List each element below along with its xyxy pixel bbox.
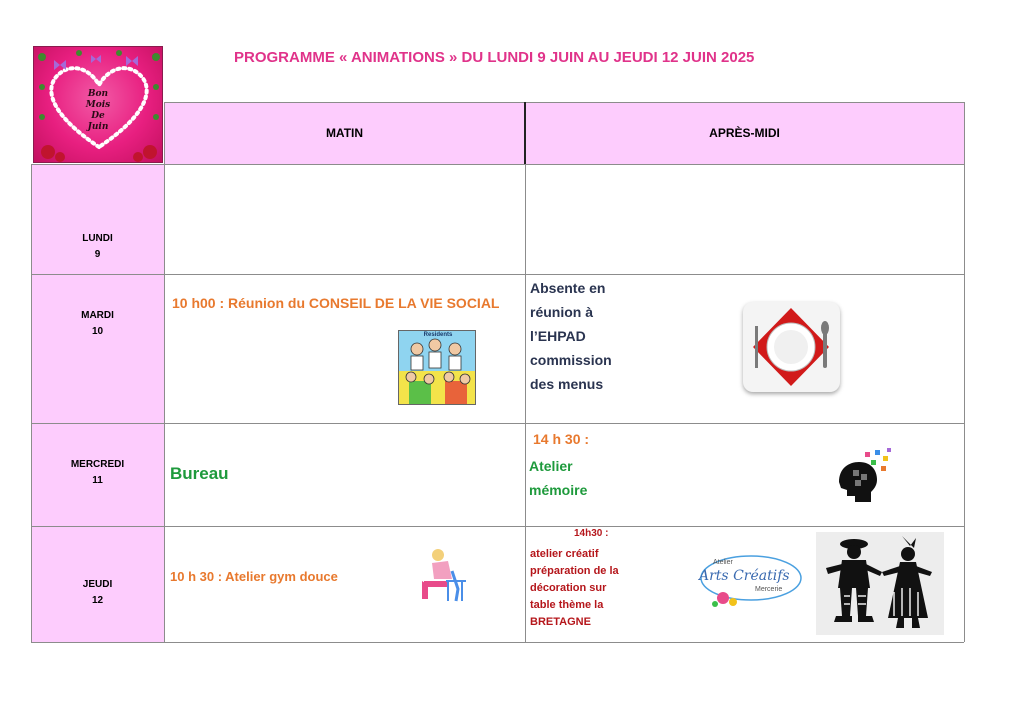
day-number: 9: [94, 249, 101, 260]
text-line: réunion à: [530, 304, 594, 320]
plate-cutlery-svg: [743, 302, 840, 392]
text-line: décoration sur: [530, 582, 607, 594]
page-title: PROGRAMME « ANIMATIONS » DU LUNDI 9 JUIN AU JEUDI 12 JUIN 2025: [234, 49, 755, 66]
grid-line: [31, 164, 964, 165]
logo-line-2: Mois: [85, 100, 111, 110]
text-line: commission: [530, 352, 612, 368]
thursday-morning-text: 10 h 30 : Atelier gym douce: [170, 569, 338, 584]
brain-puzzle-icon: [833, 446, 893, 506]
brain-puzzle-svg: [833, 446, 893, 506]
text-line: atelier créatif: [530, 548, 599, 560]
text-line: Atelier: [529, 458, 573, 474]
badge-top-text: Atelier: [713, 559, 733, 566]
wednesday-morning-text: Bureau: [170, 464, 229, 483]
day-label-thursday: [31, 577, 164, 609]
arts-creatifs-logo: [693, 548, 805, 612]
text-line: mémoire: [529, 482, 588, 498]
header-afternoon: [525, 102, 964, 164]
grid-line: [31, 526, 964, 527]
people-group-icon: [399, 331, 476, 405]
text-line: l’EHPAD: [530, 328, 586, 344]
header-morning-label: MATIN: [325, 126, 364, 140]
wednesday-afternoon-activity: [529, 454, 587, 502]
grid-line: [31, 164, 32, 642]
header-afternoon-label: APRÈS-MIDI: [709, 126, 780, 140]
thursday-afternoon-text: [530, 546, 619, 631]
tuesday-morning-text: 10 h00 : Réunion du CONSEIL DE LA VIE SOCIAL: [172, 295, 500, 311]
day-name: JEUDI: [82, 579, 113, 590]
grid-line: [525, 164, 526, 642]
day-label-monday: [31, 231, 164, 263]
text-line: BRETAGNE: [530, 616, 591, 628]
badge-bottom-text: Mercerie: [755, 586, 783, 593]
grid-line: [524, 102, 526, 164]
grid-line: [964, 102, 965, 642]
grid-line: [164, 102, 165, 642]
day-number: 12: [91, 595, 104, 606]
bon-mois-de-juin-logo: [33, 46, 163, 163]
thursday-afternoon-time: 14h30 :: [574, 528, 609, 539]
text-line: Absente en: [530, 280, 606, 296]
council-illustration: [398, 330, 476, 405]
text-line: des menus: [530, 376, 604, 392]
text-line: table thème la: [530, 599, 604, 611]
logo-line-3: De: [91, 111, 105, 121]
logo-line-1: Bon: [87, 89, 109, 99]
tuesday-afternoon-text: [530, 276, 612, 396]
day-number: 11: [92, 475, 103, 486]
day-name: MARDI: [81, 310, 114, 321]
plate-icon: [743, 302, 840, 392]
council-image-label: Residents: [423, 332, 453, 338]
breton-dancers-svg: [816, 532, 944, 635]
day-name: LUNDI: [82, 233, 113, 244]
header-morning: [164, 102, 525, 164]
grid-line: [164, 102, 964, 103]
grid-line: [31, 642, 964, 643]
day-number: 10: [91, 326, 104, 337]
breton-dancers-icon: [816, 532, 944, 635]
day-label-wednesday: [31, 457, 164, 489]
badge-main-text: Arts Créatifs: [699, 568, 790, 584]
gym-exercise-svg: [418, 545, 472, 603]
grid-line: [31, 423, 964, 424]
day-label-tuesday: [31, 308, 164, 340]
logo-line-4: Juin: [87, 122, 109, 132]
wednesday-afternoon-time: 14 h 30 :: [533, 431, 590, 447]
grid-line: [31, 274, 964, 275]
day-name: MERCREDI: [70, 459, 125, 470]
gym-exercise-icon: [418, 545, 472, 603]
text-line: préparation de la: [530, 565, 619, 577]
